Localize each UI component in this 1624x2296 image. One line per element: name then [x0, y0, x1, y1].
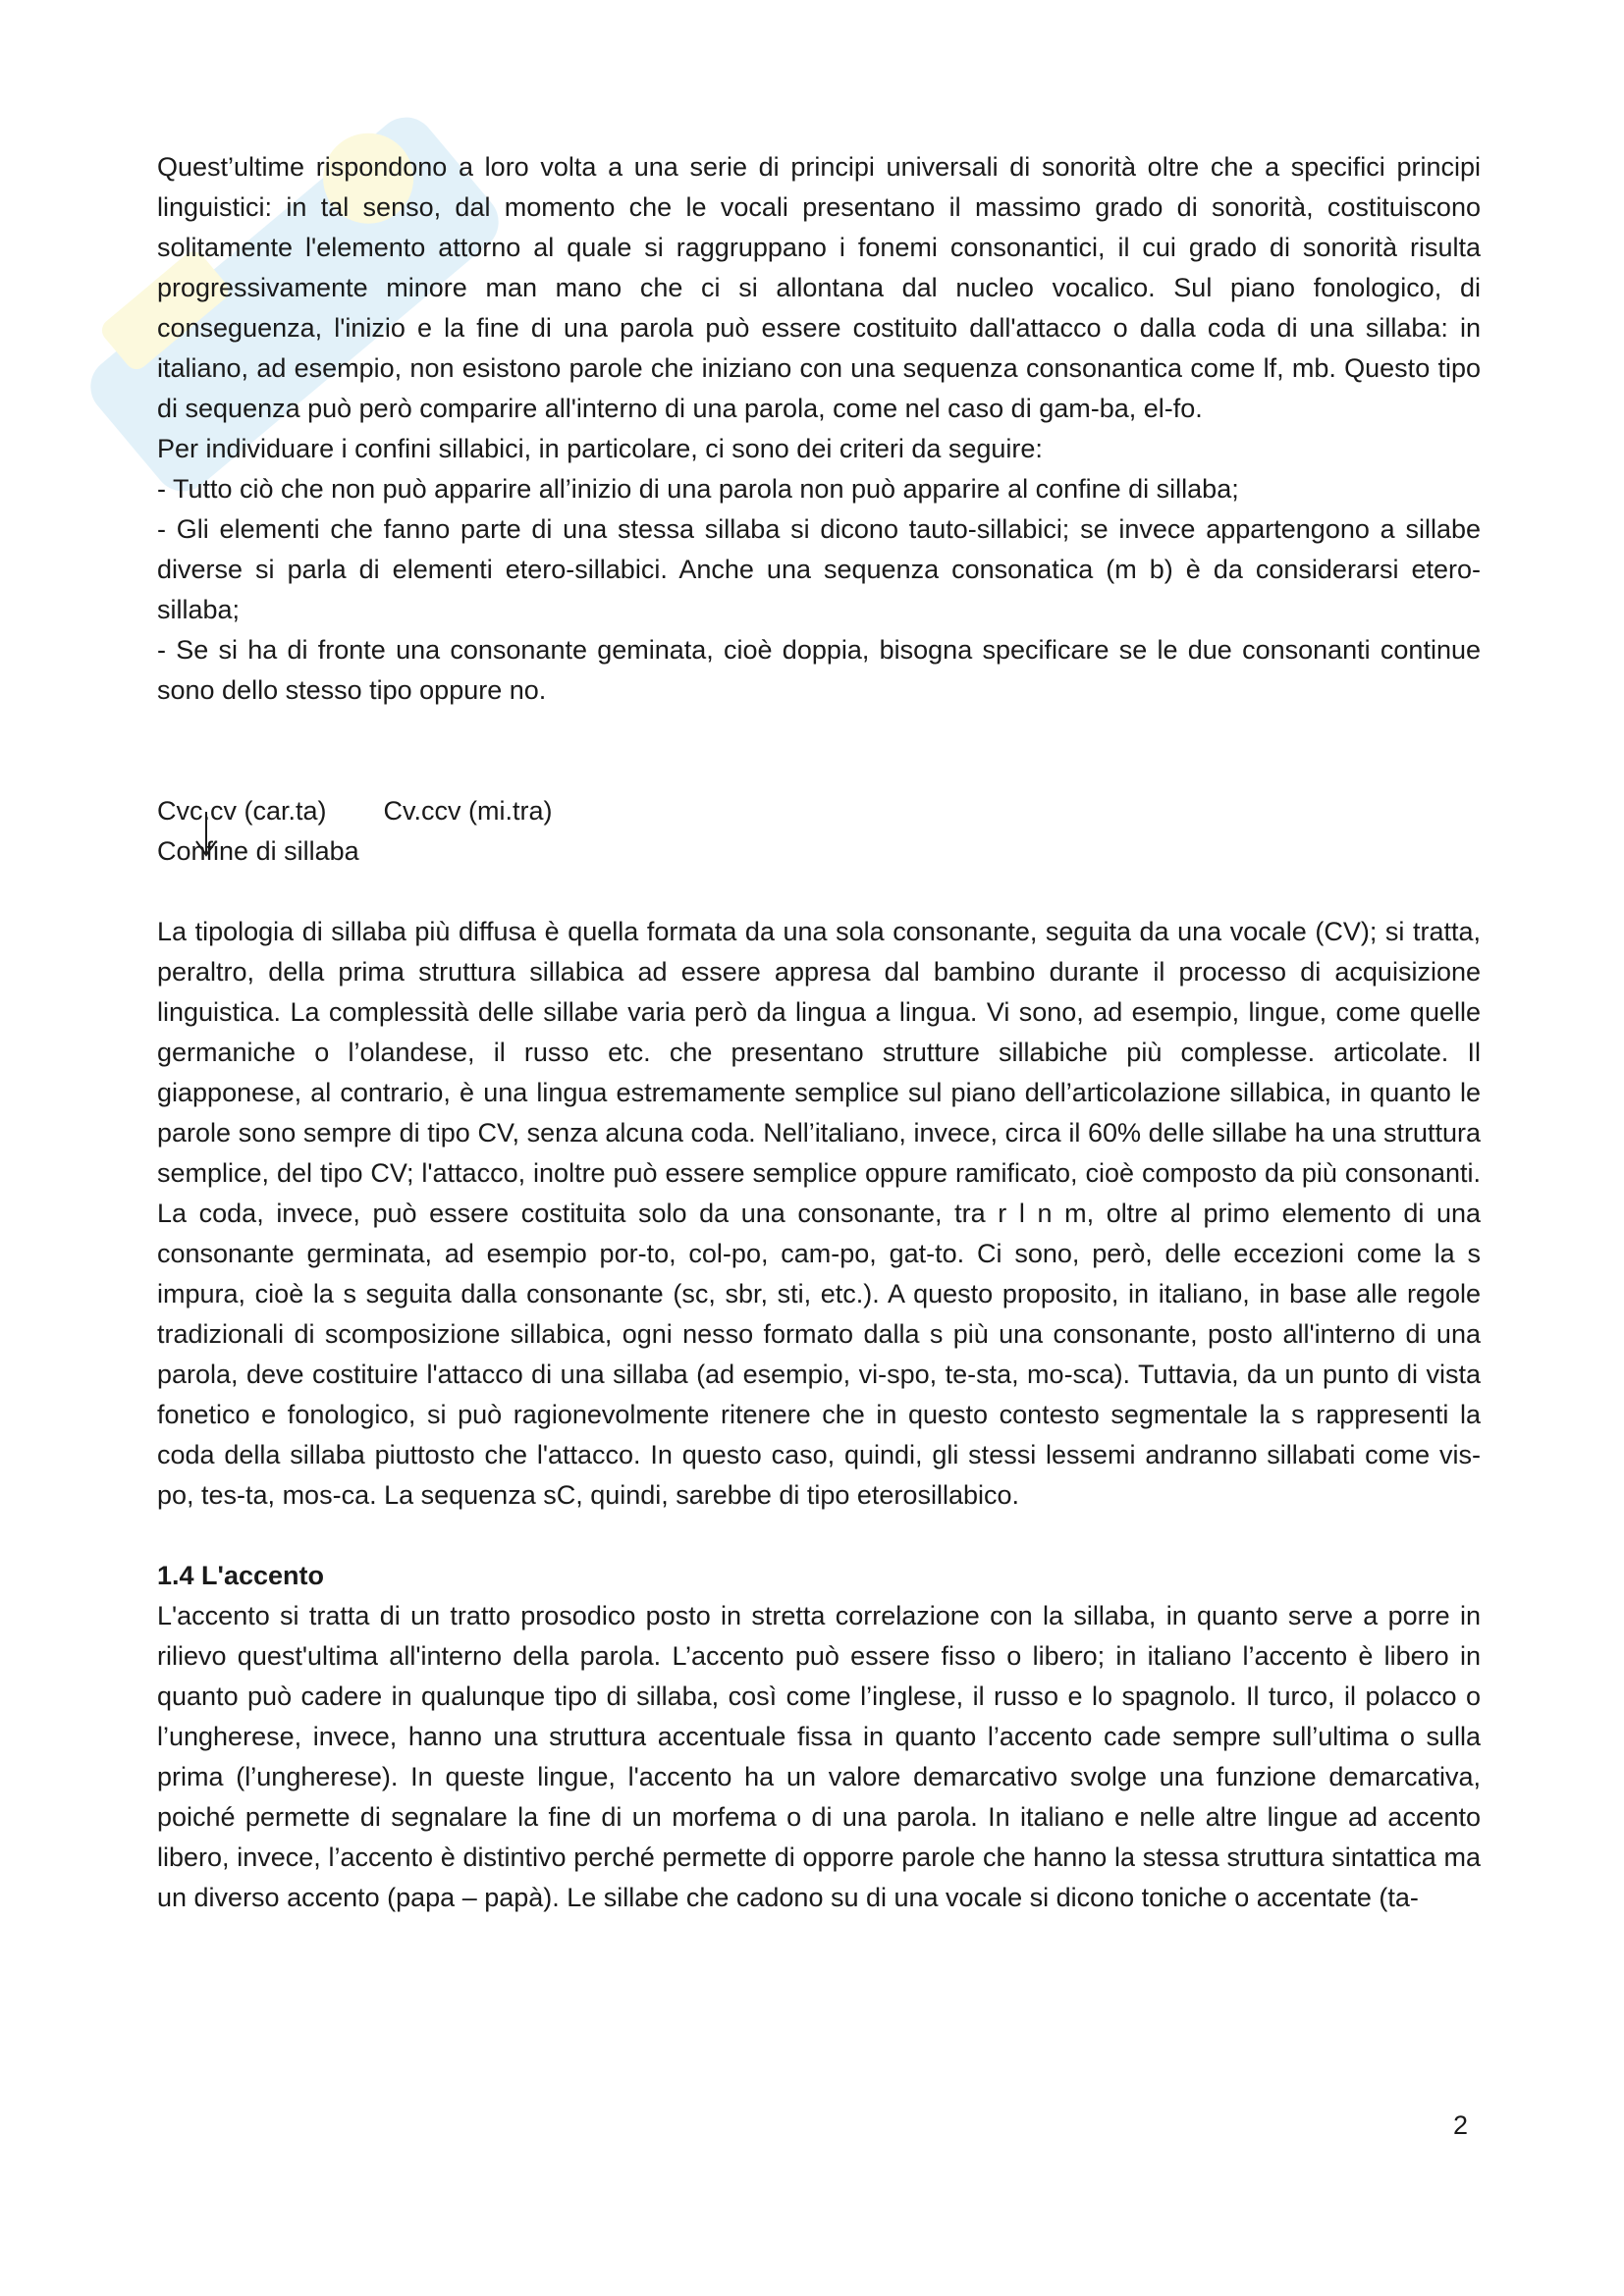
syllable-examples — [157, 791, 1481, 831]
criteria-item-2: - Gli elementi che fanno parte di una stessa sillaba si dicono tauto-sillabici; se invece appartengono a sillabe diverse si parla di elementi etero-sillabici. Anche una sequenza consonatica (m b) è da considerarsi etero-sillaba; — [157, 514, 1481, 624]
page-number: 2 — [1453, 2110, 1469, 2140]
paragraph-syllable-typology: La tipologia di sillaba più diffusa è quella formata da una sola consonante, seguita da una vocale (CV); si tratta, peraltro, della prima struttura sillabica ad essere appresa dal bambino durante il processo di acquisizione linguistica. La complessità delle sillabe varia però da lingua a lingua. Vi sono, ad esempio, lingue, come quelle germaniche o l’olandese, il russo etc. che presentano strutture sillabiche più complesse. articolate. Il giapponese, al contrario, è una lingua estremamente semplice sul piano dell’articolazione sillabica, in quanto le parole sono sempre di tipo CV, senza alcuna coda. Nell’italiano, invece, circa il 60% delle sillabe ha una struttura semplice, del tipo CV; l'attacco, inoltre può essere semplice oppure ramificato, cioè composto da più consonanti. La coda, invece, può essere costituita solo da una consonante, tra r l n m, oltre al primo elemento di una consonante germinata, ad esempio por-to, col-po, cam-po, gat-to. Ci sono, però, delle eccezioni come la s impura, cioè la s seguita dalla consonante (sc, sbr, sti, etc.). A questo proposito, in italiano, in base alle regole tradizionali di scomposizione sillabica, ogni nesso formato dalla s più una consonante, posto all'interno di una parola, deve costituire l'attacco di una sillaba (ad esempio, vi-spo, te-sta, mo-sca). Tuttavia, da un punto di vista fonetico e fonologico, si può ragionevolmente ritenere che in questo contesto segmentale la s rappresenti la coda della sillaba piuttosto che l'attacco. In questo caso, quindi, gli stessi lessemi andranno sillabati come vis-po, tes-ta, mos-ca. La sequenza sC, quindi, sarebbe di tipo eterosillabico. — [157, 917, 1481, 1510]
arrow-down-icon — [194, 810, 218, 859]
syllable-boundary-label: Confine di sillaba — [157, 836, 359, 866]
paragraph-sonority: Quest’ultime rispondono a loro volta a una serie di principi universali di sonorità oltre che a specifici principi linguistici: in tal senso, dal momento che le vocali presentano il massimo grado di sonorità, costituiscono solitamente l'elemento attorno al quale si raggruppano i fonemi consonantici, il cui grado di sonorità risulta progressivamente minore man mano che ci si allontana dal nucleo vocalico. Sul piano fonologico, di conseguenza, l'inizio e la fine di una parola può essere costituito dall'attacco o dalla coda di una sillaba: in italiano, ad esempio, non esistono parole che iniziano con una sequenza consonantica come lf, mb. Questo tipo di sequenza può però comparire all'interno di una parola, come nel caso di gam-ba, el-fo. — [157, 152, 1481, 423]
paragraph-criteria-intro: Per individuare i confini sillabici, in particolare, ci sono dei criteri da seguire: — [157, 434, 1043, 463]
section-heading-accento: 1.4 L'accento — [157, 1561, 324, 1590]
syllable-example-carta: Cvc.cv (car.ta) — [157, 796, 327, 826]
criteria-item-3: - Se si ha di fronte una consonante geminata, cioè doppia, bisogna specificare se le due consonanti continue sono dello stesso tipo oppure no. — [157, 635, 1481, 705]
syllable-boundary-caption — [157, 831, 1481, 872]
syllable-example-mitra: Cv.ccv (mi.tra) — [383, 796, 553, 826]
paragraph-accento: L'accento si tratta di un tratto prosodico posto in stretta correlazione con la sillaba, in quanto serve a porre in rilievo quest'ultima all'interno della parola. L’accento può essere fisso o libero; in italiano l’accento è libero in quanto può cadere in qualunque tipo di sillaba, così come l’inglese, il russo e lo spagnolo. Il turco, il polacco o l’ungherese, invece, hanno una struttura accentuale fissa in quanto l’accento cade sempre sull’ultima o sulla prima (l’ungherese). In queste lingue, l'accento ha un valore demarcativo svolge una funzione demarcativa, poiché permette di segnalare la fine di un morfema o di una parola. In italiano e nelle altre lingue ad accento libero, invece, l’accento è distintivo perché permette di opporre parole che hanno la stessa struttura sintattica ma un diverso accento (papa – papà). Le sillabe che cadono su di una vocale si dicono toniche o accentate (ta- — [157, 1601, 1481, 1912]
document-page — [157, 147, 1481, 1918]
criteria-item-1: - Tutto ciò che non può apparire all’inizio di una parola non può apparire al confine di sillaba; — [157, 474, 1239, 504]
